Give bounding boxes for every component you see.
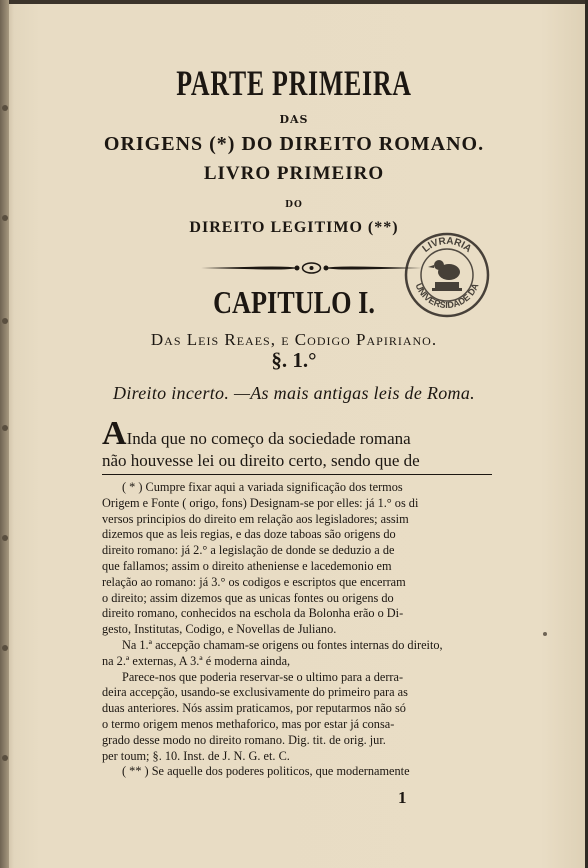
binding-hole [2,535,8,541]
footnote-line: na 2.ª externas, A 3.ª é moderna ainda, [102,653,291,668]
footnote-line: ( ** ) Se aquelle dos poderes politicos, que modernamente [122,764,410,779]
body-paragraph [102,415,492,472]
binding-hole [2,645,8,651]
origins-title: ORIGENS (*) DO DIREITO ROMANO. [103,133,485,155]
footnote-line: direito romano, conhecidos na eschola da Bolonha erão o Di- [102,606,404,621]
footnote-line: o termo origem menos methaforico, mas por estar já consa- [102,716,395,731]
chapter-subtitle: Das Leis Reaes, e Codigo Papiriano. [150,330,438,349]
footnote-line: relação ao romano: já 3.° os codigos e escriptos que encerram [102,574,406,589]
stamp-bottom-text: UNIVERSIDADE DA [413,281,481,311]
footnote-line: ( * ) Cumpre fixar aqui a variada significação dos termos [122,480,403,494]
footnote-line: dizemos que as leis regias, e das doze taboas são origens do [102,527,396,542]
binding-hole [2,755,8,761]
footnote-line: grado desse modo no direito romano. Dig. tit. de orig. jur. [102,732,386,747]
body-line-1-text: Inda que no começo da sociedade romana [126,429,411,448]
footnote-line: duas anteriores. Nós assim praticamos, por reputarmos não só [102,701,406,716]
book-title: LIVRO PRIMEIRO [203,163,385,184]
footnote-line: versos principios do direito em relação aos legisladores; assim [102,511,409,526]
law-title: DIREITO LEGITIMO (**) [189,219,399,236]
binding-hole [2,318,8,324]
ink-speck [543,632,547,636]
binding-hole [2,105,8,111]
das-label: DAS [279,113,309,126]
body-line [102,415,492,452]
footnote-line: Na 1.ª accepção chamam-se origens ou fontes internas do direito, [122,637,443,652]
page-top-edge [0,0,588,4]
footnote-line: per toum; §. 10. Inst. de J. N. G. et. C. [102,748,290,763]
footnote-line: gesto, Institutas, Codigo, e Novellas de Juliano. [102,622,337,637]
book-spine [0,0,9,868]
footnote-rule [102,474,492,475]
footnote-line: direito romano: já 2.° a legislação de donde se deduzio a de [102,543,395,558]
footnote-line: deira accepção, usando-se exclusivamente do primeiro para as [102,685,408,700]
do-label: DO [285,200,303,210]
footnote-line: o direito; assim dizemos que as unicas fontes ou origens do [102,590,394,605]
page-number: 1 [398,788,407,807]
footnote-line: que fallamos; assim o direito atheniense e lacedemonio em [102,558,392,573]
part-title: PARTE PRIMEIRA [176,63,412,103]
section-rubric: Direito incerto. —As mais antigas leis de Roma. [113,383,475,403]
footnote-line: Parece-nos que poderia reservar-se o ultimo para a derra- [122,669,404,684]
footnote-line: Origem e Fonte ( origo, fons) Designam-se por elles: já 1.° os di [102,495,419,510]
drop-cap: A [102,415,127,452]
footnotes [102,480,492,780]
chapter-title: CAPITULO I. [213,284,375,320]
ornamental-rule [199,258,424,278]
section-number: §. 1.° [271,348,317,372]
binding-hole [2,425,8,431]
body-line-2-text: não houvesse lei ou direito certo, sendo que de [102,451,420,470]
stamp-top-text: LIVRARIA [420,235,474,255]
